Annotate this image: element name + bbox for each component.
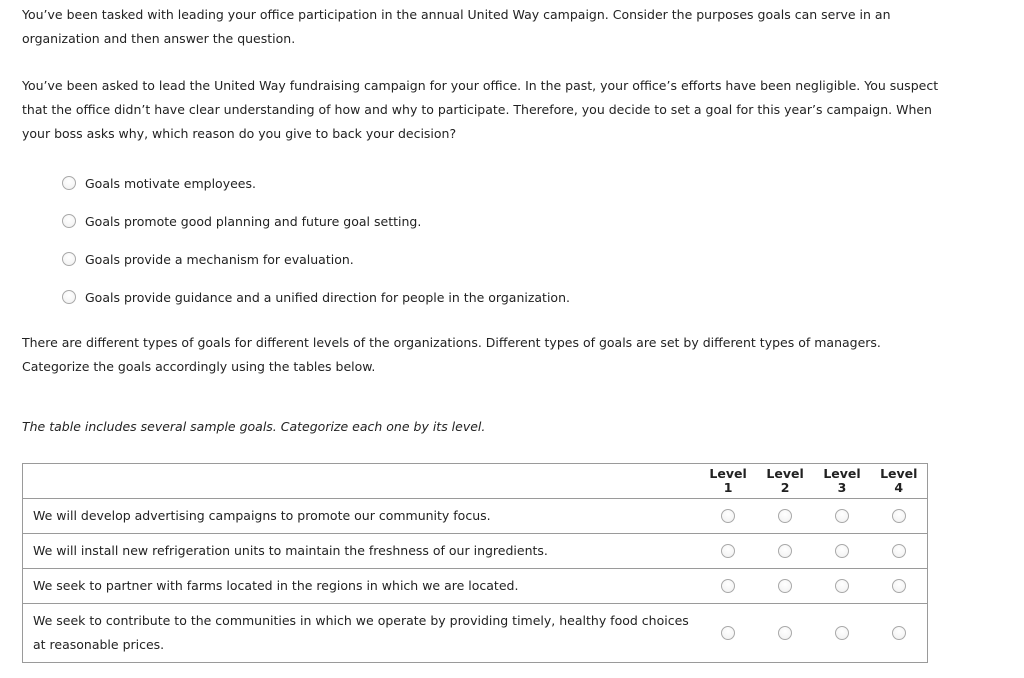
radio-button[interactable]: [835, 544, 849, 558]
level-cell[interactable]: [814, 534, 871, 569]
level-header: [757, 464, 814, 499]
answer-option-label: Goals motivate employees.: [85, 175, 256, 191]
answer-options: [62, 164, 570, 316]
level-header-number: 1: [723, 480, 733, 495]
radio-button[interactable]: [892, 579, 906, 593]
radio-button[interactable]: [62, 214, 76, 228]
level-header-word: Level: [823, 466, 861, 481]
table-row: [23, 534, 928, 569]
answer-option[interactable]: [62, 202, 570, 240]
intro-text: You’ve been tasked with leading your office participation in the annual United Way campaign. Consider the purposes goals can serve in an organization and then answer the question.: [22, 7, 891, 46]
answer-option-label: Goals provide guidance and a unified direction for people in the organization.: [85, 289, 570, 305]
level-cell[interactable]: [814, 499, 871, 534]
level-header-number: 3: [837, 480, 847, 495]
level-cell[interactable]: [814, 604, 871, 663]
table-row: [23, 569, 928, 604]
level-header: [871, 464, 928, 499]
table-header-row: [23, 464, 928, 499]
radio-button[interactable]: [892, 626, 906, 640]
radio-button[interactable]: [721, 626, 735, 640]
radio-button[interactable]: [778, 544, 792, 558]
radio-button[interactable]: [721, 579, 735, 593]
radio-button[interactable]: [778, 509, 792, 523]
level-header-word: Level: [709, 466, 747, 481]
radio-button[interactable]: [892, 509, 906, 523]
radio-button[interactable]: [778, 626, 792, 640]
level-header-word: Level: [766, 466, 804, 481]
level-cell[interactable]: [871, 569, 928, 604]
goal-text: We will install new refrigeration units to maintain the freshness of our ingredients.: [33, 543, 548, 558]
level-cell[interactable]: [757, 499, 814, 534]
scenario-text: You’ve been asked to lead the United Way fundraising campaign for your office. In the past, your office’s efforts have been negligible. You suspect that the office didn’t have clear understanding of how and why to participate. Therefore, you decide to set a goal for this year’s campaign. When your boss asks why, which reason do you give to back your decision?: [22, 78, 939, 141]
radio-button[interactable]: [778, 579, 792, 593]
goal-text: We seek to contribute to the communities in which we operate by providing timely, healthy food choices at reasonable prices.: [33, 613, 689, 652]
level-header: [700, 464, 757, 499]
goal-level-table: [22, 463, 928, 663]
level-cell[interactable]: [814, 569, 871, 604]
level-header: [814, 464, 871, 499]
level-cell[interactable]: [871, 604, 928, 663]
level-cell[interactable]: [700, 534, 757, 569]
goal-text: We seek to partner with farms located in the regions in which we are located.: [33, 578, 519, 593]
level-cell[interactable]: [700, 604, 757, 663]
radio-button[interactable]: [835, 579, 849, 593]
level-cell[interactable]: [700, 569, 757, 604]
table-row: [23, 604, 928, 663]
level-cell[interactable]: [871, 534, 928, 569]
level-header-word: Level: [880, 466, 918, 481]
goal-types-text: There are different types of goals for different levels of the organizations. Different types of goals are set by different types of managers. Categorize the goals accordingly using the tables below.: [22, 335, 881, 374]
table-row: [23, 499, 928, 534]
radio-button[interactable]: [892, 544, 906, 558]
answer-option-label: Goals provide a mechanism for evaluation.: [85, 251, 354, 267]
goal-text: We will develop advertising campaigns to promote our community focus.: [33, 508, 491, 523]
level-cell[interactable]: [757, 534, 814, 569]
radio-button[interactable]: [721, 509, 735, 523]
answer-option[interactable]: [62, 240, 570, 278]
radio-button[interactable]: [721, 544, 735, 558]
table-instruction: The table includes several sample goals. Categorize each one by its level.: [22, 419, 486, 434]
level-header-number: 4: [894, 480, 904, 495]
level-cell[interactable]: [757, 604, 814, 663]
radio-button[interactable]: [62, 252, 76, 266]
level-cell[interactable]: [700, 499, 757, 534]
radio-button[interactable]: [835, 509, 849, 523]
answer-option[interactable]: [62, 164, 570, 202]
answer-option-label: Goals promote good planning and future goal setting.: [85, 213, 422, 229]
radio-button[interactable]: [62, 290, 76, 304]
level-header-number: 2: [780, 480, 790, 495]
level-cell[interactable]: [871, 499, 928, 534]
goal-column-header: [23, 464, 700, 499]
radio-button[interactable]: [835, 626, 849, 640]
level-cell[interactable]: [757, 569, 814, 604]
answer-option[interactable]: [62, 278, 570, 316]
radio-button[interactable]: [62, 176, 76, 190]
